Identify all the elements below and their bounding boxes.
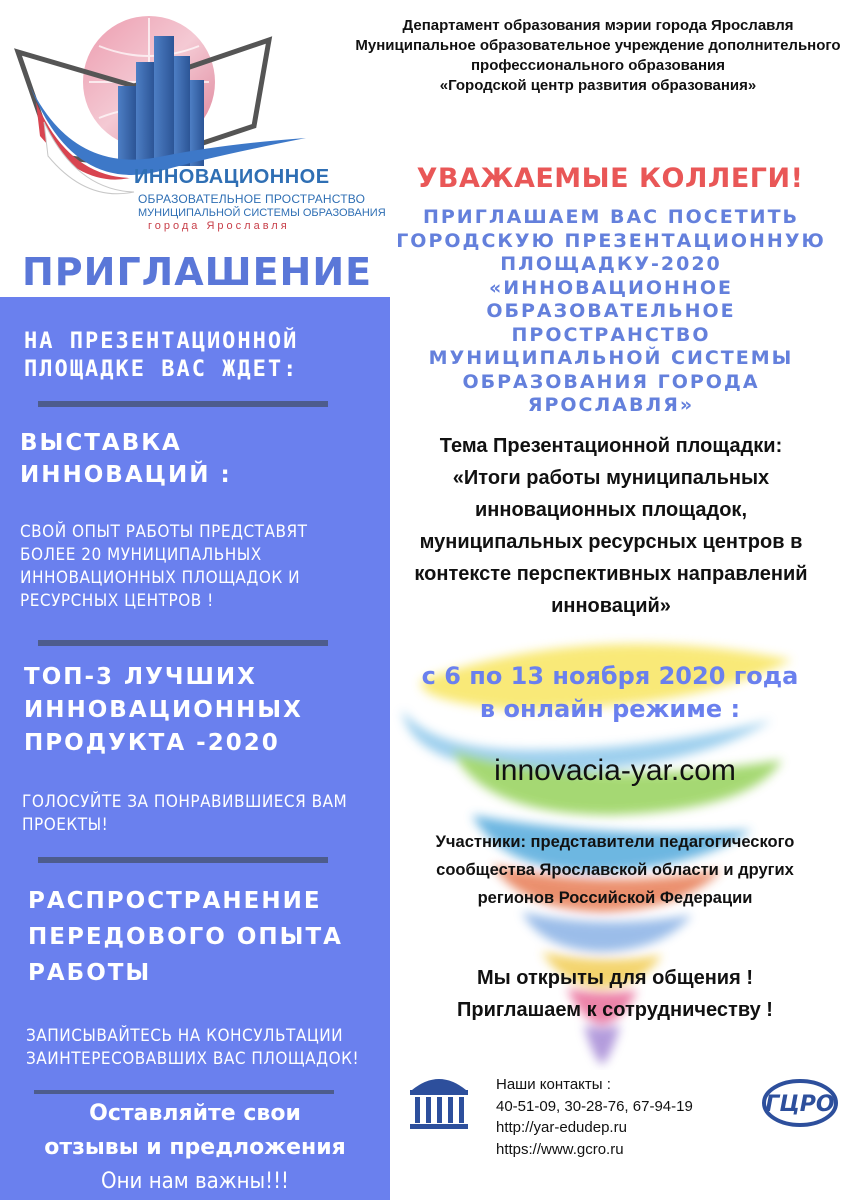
text-line: ПРОЕКТЫ! (22, 815, 109, 835)
invitation-line: ПРИГЛАШАЕМ ВАС ПОСЕТИТЬ (422, 206, 800, 228)
participants-line: сообщества Ярославской области и других (436, 861, 794, 879)
divider (38, 640, 328, 646)
invitation-line: ГОРОДСКУЮ ПРЕЗЕНТАЦИОННУЮ (396, 229, 826, 252)
awaits-heading (24, 328, 374, 384)
topic-line: контексте перспективных направлений (414, 563, 808, 585)
exhibition-text (20, 521, 307, 613)
contacts-url-edudep[interactable]: http://yar-edudep.ru (496, 1119, 627, 1136)
gcro-logo (760, 1076, 840, 1130)
date-line: в онлайн режиме : (479, 695, 741, 723)
consult-text (26, 1025, 359, 1071)
invitation-line: ОБРАЗОВАТЕЛЬНОЕ ПРОСТРАНСТВО (486, 300, 736, 346)
header-line: Департамент образования мэрии города Ярославля (402, 17, 794, 34)
contacts-url-gcro[interactable]: https://www.gcro.ru (496, 1140, 624, 1158)
logo-line-4: города Ярославля (148, 220, 290, 232)
website-link[interactable]: innovacia-yar.com (494, 754, 736, 787)
invitation-line: МУНИЦИПАЛЬНОЙ СИСТЕМЫ (428, 347, 794, 369)
feedback-line: отзывы и предложения (44, 1135, 346, 1160)
topic-line: «Итоги работы муниципальных (452, 467, 770, 489)
top3-heading (24, 661, 303, 760)
spread-line: ПЕРЕДОВОГО ОПЫТА (28, 924, 343, 950)
feedback-line: Оставляйте свои (89, 1101, 301, 1126)
spread-heading (28, 883, 343, 991)
contacts-phones: 40-51-09, 30-28-76, 67-94-19 (496, 1097, 693, 1115)
logo-line-2: ОБРАЗОВАТЕЛЬНОЕ ПРОСТРАНСТВО (138, 192, 366, 206)
logo-line-3: МУНИЦИПАЛЬНОЙ СИСТЕМЫ ОБРАЗОВАНИЯ (138, 207, 386, 219)
organization-header (348, 16, 848, 96)
feedback-heading (0, 1097, 390, 1165)
topic-block (396, 430, 826, 622)
divider (38, 401, 328, 407)
text-line: БОЛЕЕ 20 МУНИЦИПАЛЬНЫХ (20, 545, 262, 565)
exhibition-heading (20, 427, 232, 491)
participants-line: регионов Российской Федерации (477, 889, 753, 907)
awaits-line: НА ПРЕЗЕНТАЦИОННОЙ (24, 329, 299, 354)
contacts-label: Наши контакты : (496, 1076, 611, 1093)
text-line: ИННОВАЦИОННЫХ ПЛОЩАДОК И (20, 568, 301, 588)
divider (38, 857, 328, 863)
open-line: Приглашаем к сотрудничеству ! (457, 999, 773, 1021)
spread-line: РАБОТЫ (28, 960, 152, 986)
vote-text (22, 791, 347, 837)
participants-line: Участники: представители педагогического (435, 833, 795, 851)
text-line: ЗАИНТЕРЕСОВАВШИХ ВАС ПЛОЩАДОК! (26, 1049, 360, 1069)
invitation-line: «ИННОВАЦИОННОЕ (489, 276, 733, 299)
event-dates (400, 660, 820, 726)
awaits-line: ПЛОЩАДКЕ ВАС ЖДЕТ: (24, 357, 299, 382)
open-line: Мы открыты для общения ! (476, 967, 753, 989)
date-line: с 6 по 13 ноября 2020 года (421, 662, 799, 690)
invitation-line: ЯРОСЛАВЛЯ» (527, 394, 695, 416)
topic-line: инновационных площадок, (474, 499, 747, 521)
logo-line-1: ИННОВАЦИОННОЕ (134, 166, 330, 188)
top3-line: ИННОВАЦИОННЫХ (24, 697, 303, 723)
header-line: «Городской центр развития образования» (439, 77, 757, 94)
invitation-line: ОБРАЗОВАНИЯ ГОРОДА (462, 370, 760, 393)
top3-line: ПРОДУКТА -2020 (24, 730, 280, 756)
left-panel (0, 297, 390, 1200)
divider (34, 1090, 334, 1094)
top3-line: ТОП-3 ЛУЧШИХ (24, 664, 257, 690)
exhibition-line: ВЫСТАВКА (20, 430, 182, 456)
participants-text (400, 828, 830, 912)
spread-line: РАСПРОСТРАНЕНИЕ (28, 888, 322, 914)
topic-line: инноваций» (551, 595, 671, 617)
invitation-title: ПРИГЛАШЕНИЕ (22, 250, 373, 294)
important-note: Они нам важны!!! (101, 1169, 289, 1194)
greeting: УВАЖАЕМЫЕ КОЛЛЕГИ! (416, 163, 804, 194)
header-line: профессионального образования (470, 57, 726, 74)
exhibition-line: ИННОВАЦИЙ : (20, 462, 232, 488)
invitation-line: ПЛОЩАДКУ-2020 (500, 253, 722, 275)
topic-line: муниципальных ресурсных центров в (419, 531, 803, 553)
text-line: ЗАПИСЫВАЙТЕСЬ НА КОНСУЛЬТАЦИИ (26, 1026, 344, 1046)
contacts-block (496, 1074, 726, 1160)
invitation-text (396, 206, 826, 418)
text-line: ГОЛОСУЙТЕ ЗА ПОНРАВИВШИЕСЯ ВАМ (22, 792, 348, 812)
gcro-logo-text: ГЦРО (765, 1092, 835, 1117)
open-message (400, 962, 830, 1026)
rotunda-logo-icon (406, 1066, 472, 1132)
text-line: СВОЙ ОПЫТ РАБОТЫ ПРЕДСТАВЯТ (20, 522, 308, 542)
header-line: Муниципальное образовательное учреждение дополнительного (355, 37, 841, 54)
text-line: РЕСУРСНЫХ ЦЕНТРОВ ! (20, 591, 214, 611)
topic-line: Тема Презентационной площадки: (439, 435, 783, 457)
